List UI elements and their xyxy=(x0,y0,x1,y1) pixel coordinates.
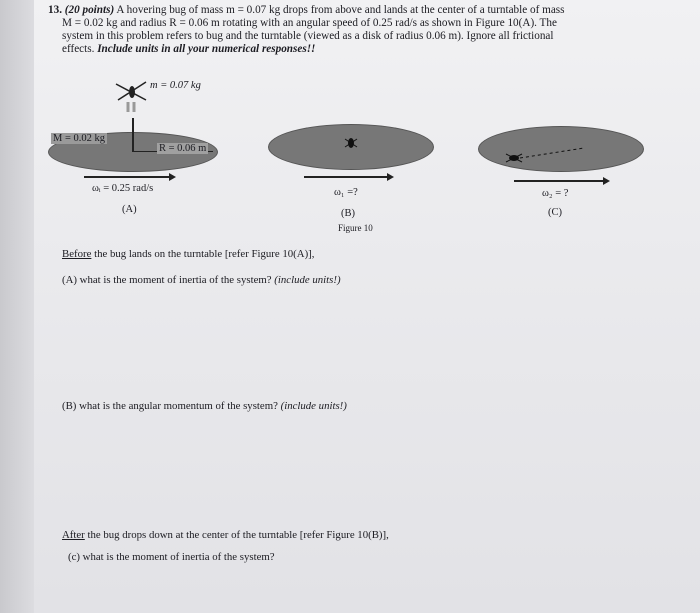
rotation-arrow-a xyxy=(84,176,172,178)
question-a-text: (A) what is the moment of inertia of the system? xyxy=(62,274,275,286)
question-b-text: (B) what is the angular momentum of the system? xyxy=(62,400,281,412)
figure-a-label: (A) xyxy=(122,204,137,215)
problem-number: 13. xyxy=(48,4,62,16)
before-underlined: Before xyxy=(62,248,92,260)
rotation-arrow-b xyxy=(304,176,390,178)
problem-statement xyxy=(48,4,688,56)
bug-hovering-icon xyxy=(112,78,150,116)
before-rest: the bug lands on the turntable [refer Figure 10(A)], xyxy=(91,248,315,260)
omega-1-label: ω₁ =? xyxy=(334,187,358,198)
fall-line xyxy=(132,118,134,152)
figure-b-label: (B) xyxy=(341,208,355,219)
bug-edge-icon xyxy=(500,146,590,164)
problem-line-4a: effects. xyxy=(62,43,95,55)
before-heading xyxy=(62,248,314,260)
units-instruction: Include units in all your numerical responses!! xyxy=(97,43,316,55)
question-a xyxy=(62,274,341,286)
question-c: (c) what is the moment of inertia of the system? xyxy=(68,551,275,563)
question-a-hint: (include units!) xyxy=(274,274,341,286)
rotation-arrow-c xyxy=(514,180,606,182)
bug-center-icon xyxy=(343,136,359,150)
problem-line-2: M = 0.02 kg and radius R = 0.06 m rotating with an angular speed of 0.25 rad/s as shown in Figure 10(A). The xyxy=(62,17,557,29)
after-rest: the bug drops down at the center of the turntable [refer Figure 10(B)], xyxy=(84,529,389,541)
figure-c-label: (C) xyxy=(548,207,562,218)
omega-initial-label: ωᵢ = 0.25 rad/s xyxy=(92,183,154,194)
page-edge-shadow xyxy=(0,0,34,613)
bug-mass-label: m = 0.07 kg xyxy=(150,80,201,91)
radius-label: R = 0.06 m xyxy=(159,143,207,154)
after-underlined: After xyxy=(62,529,85,541)
question-b xyxy=(62,400,347,412)
figure-caption: Figure 10 xyxy=(338,223,373,233)
after-heading xyxy=(62,529,389,541)
disk-mass-label: M = 0.02 kg xyxy=(53,133,106,144)
problem-points: (20 points) xyxy=(64,4,115,16)
question-b-hint: (include units!) xyxy=(280,400,347,412)
omega-2-label: ω₂ = ? xyxy=(542,188,569,199)
problem-line-3: system in this problem refers to bug and the turntable (viewed as a disk of radius 0.06 m). Ignore all frictional xyxy=(62,30,554,42)
problem-line-1: A hovering bug of mass m = 0.07 kg drops from above and lands at the center of a turntable of mass xyxy=(116,4,565,16)
